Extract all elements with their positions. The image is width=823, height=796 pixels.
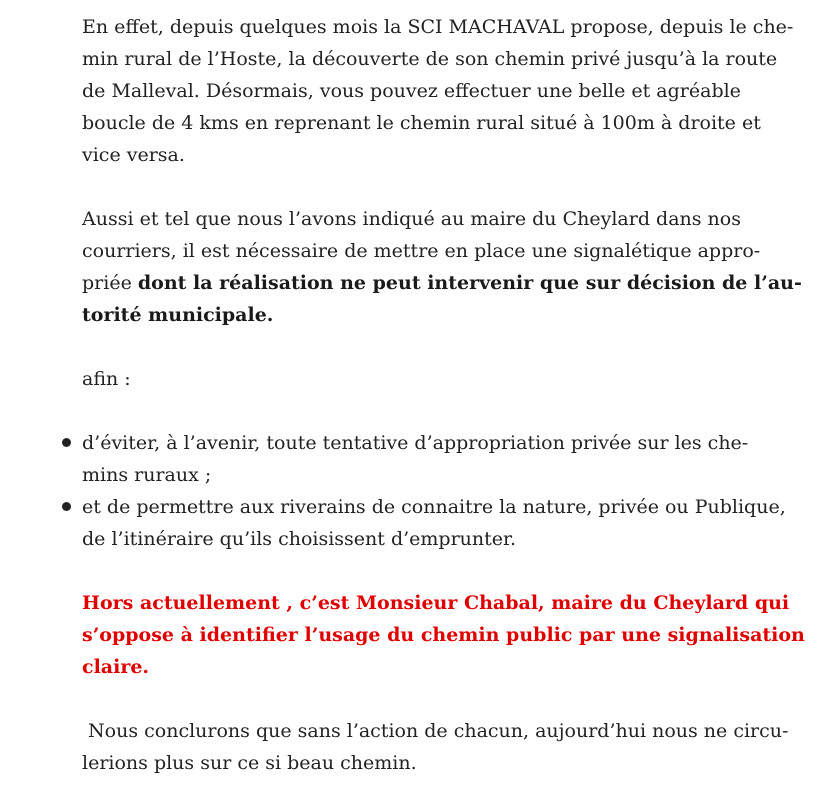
text-line: d’éviter, à l’avenir, toute tentative d’appropriation privée sur les che-: [82, 432, 749, 454]
text-line: lerions plus sur ce si beau chemin.: [82, 752, 417, 774]
text-normal: priée: [82, 272, 138, 294]
text-line: En effet, depuis quelques mois la SCI MACHAVAL propose, depuis le che-: [82, 16, 794, 38]
text-bold: dont la réalisation ne peut intervenir que sur décision de l’au-: [137, 272, 802, 294]
text-line: courriers, il est nécessaire de mettre en place une signalétique appro-: [82, 240, 761, 262]
text-line: min rural de l’Hoste, la découverte de son chemin privé jusqu’à la route: [82, 48, 778, 70]
text-line: boucle de 4 kms en reprenant le chemin rural situé à 100m à droite et: [82, 112, 761, 134]
bullet-dot-icon: [62, 502, 71, 511]
paragraph-warning: [82, 587, 805, 683]
list-item: [82, 427, 782, 491]
text-line: de Malleval. Désormais, vous pouvez effectuer une belle et agréable: [82, 80, 741, 102]
text-line: claire.: [82, 656, 150, 678]
text-line: de l’itinéraire qu’ils choisissent d’emprunter.: [82, 528, 517, 550]
paragraph-conclusion: [82, 715, 789, 779]
text-line: vice versa.: [82, 144, 185, 166]
list-item: [82, 491, 786, 555]
text-line: et de permettre aux riverains de connaitre la nature, privée ou Publique,: [82, 496, 786, 518]
text-line: s’oppose à identifier l’usage du chemin public par une signalisation: [82, 624, 805, 646]
text-line: mins ruraux ;: [82, 464, 212, 486]
text-line: Nous conclurons que sans l’action de chacun, aujourd’hui nous ne circu-: [82, 720, 789, 742]
bullet-dot-icon: [62, 438, 71, 447]
text-line: afin :: [82, 368, 131, 390]
text-line: [82, 267, 802, 299]
text-line: Aussi et tel que nous l’avons indiqué au maire du Cheylard dans nos: [82, 208, 741, 230]
paragraph-afin: [82, 363, 762, 395]
paragraph-intro: [82, 11, 794, 171]
text-line: Hors actuellement , c’est Monsieur Chabal, maire du Cheylard qui: [82, 592, 790, 614]
paragraph-signage: [82, 203, 802, 331]
text-bold: torité municipale.: [82, 304, 274, 326]
